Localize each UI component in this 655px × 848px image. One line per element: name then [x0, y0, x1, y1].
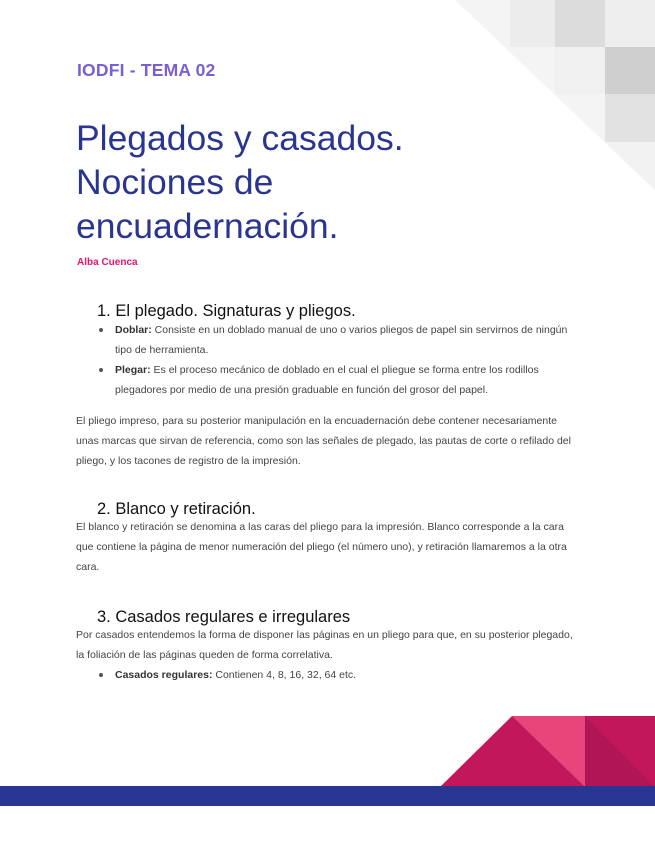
bullet-list-plegado [96, 320, 586, 400]
list-item [96, 320, 586, 360]
bullet-icon [99, 673, 103, 677]
bottom-right-pink-decoration [440, 716, 655, 787]
bullet-text: Contienen 4, 8, 16, 32, 64 etc. [212, 669, 357, 681]
list-item [96, 665, 586, 685]
paragraph-pliego: El pliego impreso, para su posterior manipulación en la encuadernación debe contener necesariamente unas marcas que sirvan de referencia, como son las señales de plegado, las pautas de corte o refilado del pliego, y los tacones de registro de la impresión. [76, 415, 571, 467]
bullet-text: Consiste en un doblado manual de uno o varios pliegos de papel sin servirnos de ningún tipo de herramienta. [115, 324, 568, 356]
bullet-list-casados [96, 665, 586, 685]
section-heading-casados: 3. Casados regulares e irregulares [97, 608, 351, 626]
bullet-text: Es el proceso mecánico de doblado en el cual el pliegue se forma entre los rodillos plegadores por medio de una presión graduable en función del grosor del papel. [115, 364, 539, 396]
section-heading-plegado: 1. El plegado. Signaturas y pliegos. [97, 302, 356, 320]
bullet-icon [99, 368, 103, 372]
bullet-term: Plegar: [115, 364, 151, 376]
section-heading-blanco: 2. Blanco y retiración. [97, 500, 256, 518]
bottom-accent-bar [0, 786, 655, 806]
author-name: Alba Cuenca [77, 257, 138, 268]
bullet-icon [99, 328, 103, 332]
document-subject: IODFI - TEMA 02 [77, 60, 216, 80]
bullet-term: Casados regulares: [115, 669, 213, 681]
bullet-term: Doblar: [115, 324, 152, 336]
list-item [96, 360, 586, 400]
page-title: Plegados y casados. Nociones de encuadernación. [76, 118, 404, 246]
paragraph-casados: Por casados entendemos la forma de disponer las páginas en un pliego para que, en su posterior plegado, la foliación de las páginas queden de forma correlativa. [76, 629, 573, 661]
paragraph-blanco: El blanco y retiración se denomina a las caras del pliego para la impresión. Blanco corresponde a la cara que contiene la página de menor numeración del pliego (el número uno), y retiración llamaremos a la otra cara. [76, 521, 567, 573]
